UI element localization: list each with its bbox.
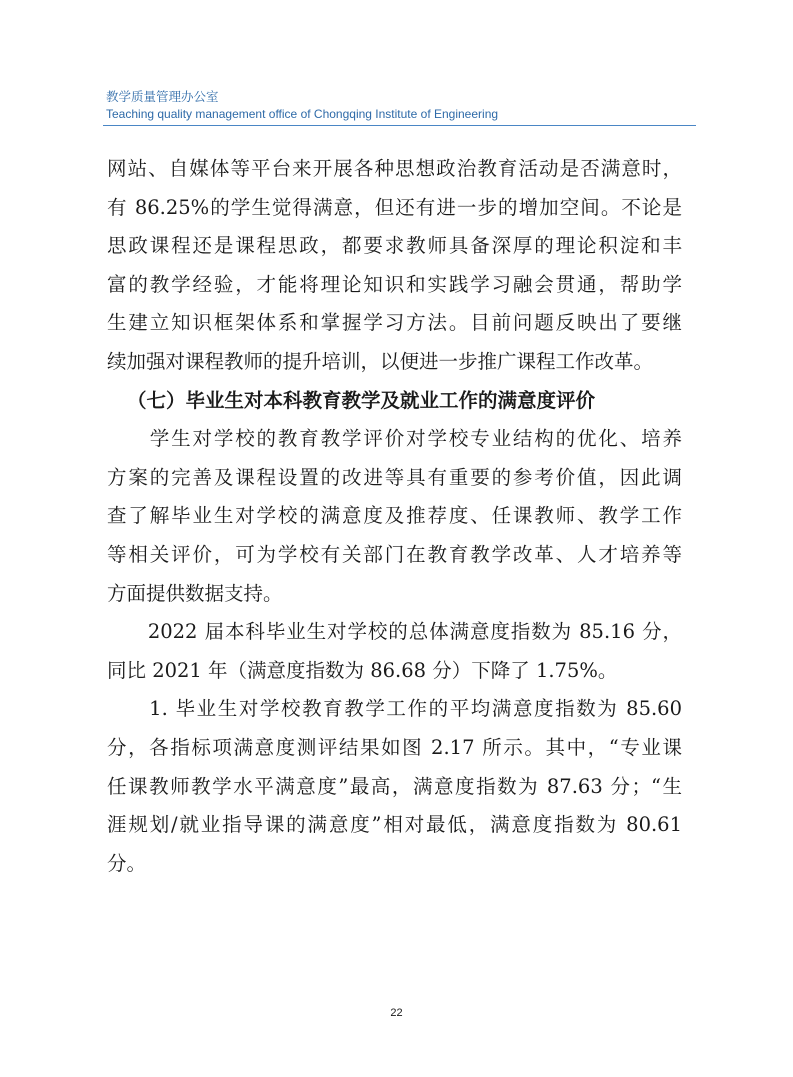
paragraph-1: [107, 150, 682, 382]
text-line: 续加强对课程教师的提升培训，以便进一步推广课程工作改革。: [107, 349, 654, 373]
page-header: [106, 88, 696, 122]
paragraph-3: [107, 613, 682, 690]
text-line: 分，各指标项满意度测评结果如图 2.17 所示。其中，“专业课: [107, 735, 682, 759]
text-line: 查了解毕业生对学校的满意度及推荐度、任课教师、教学工作: [107, 504, 682, 528]
text-line: 涯规划/就业指导课的满意度”相对最低，满意度指数为 80.61: [107, 813, 682, 837]
section-heading: （七）毕业生对本科教育教学及就业工作的满意度评价: [127, 388, 596, 412]
text-line: 富的教学经验，才能将理论知识和实践学习融会贯通，帮助学: [107, 272, 682, 296]
text-line: 等相关评价，可为学校有关部门在教育教学改革、人才培养等: [107, 542, 682, 566]
document-body: [107, 150, 682, 883]
header-divider: [103, 125, 696, 126]
text-line: 1. 毕业生对学校教育教学工作的平均满意度指数为 85.60: [107, 697, 682, 721]
text-line: 同比 2021 年（满意度指数为 86.68 分）下降了 1.75%。: [107, 658, 618, 682]
text-line: 网站、自媒体等平台来开展各种思想政治教育活动是否满意时，: [107, 157, 682, 180]
text-line: 分。: [107, 851, 147, 875]
paragraph-4: [107, 690, 682, 883]
header-title-en: Teaching quality management office of Chongqing Institute of Engineering: [106, 107, 499, 121]
text-line: 生建立知识框架体系和掌握学习方法。目前问题反映出了要继: [107, 311, 682, 335]
text-line: 任课教师教学水平满意度”最高，满意度指数为 87.63 分；“生: [107, 774, 682, 798]
text-line: 方案的完善及课程设置的改进等具有重要的参考价值，因此调: [107, 465, 682, 489]
header-title-cn: 教学质量管理办公室: [106, 89, 219, 104]
text-line: 2022 届本科毕业生对学校的总体满意度指数为 85.16 分，: [107, 620, 682, 644]
page-number: 22: [390, 1007, 403, 1019]
text-line: 方面提供数据支持。: [107, 581, 283, 605]
paragraph-2: [107, 420, 682, 613]
text-line: 有 86.25%的学生觉得满意，但还有进一步的增加空间。不论是: [107, 195, 682, 219]
text-line: 学生对学校的教育教学评价对学校专业结构的优化、培养: [107, 427, 682, 451]
text-line: 思政课程还是课程思政，都要求教师具备深厚的理论积淀和丰: [107, 234, 682, 258]
